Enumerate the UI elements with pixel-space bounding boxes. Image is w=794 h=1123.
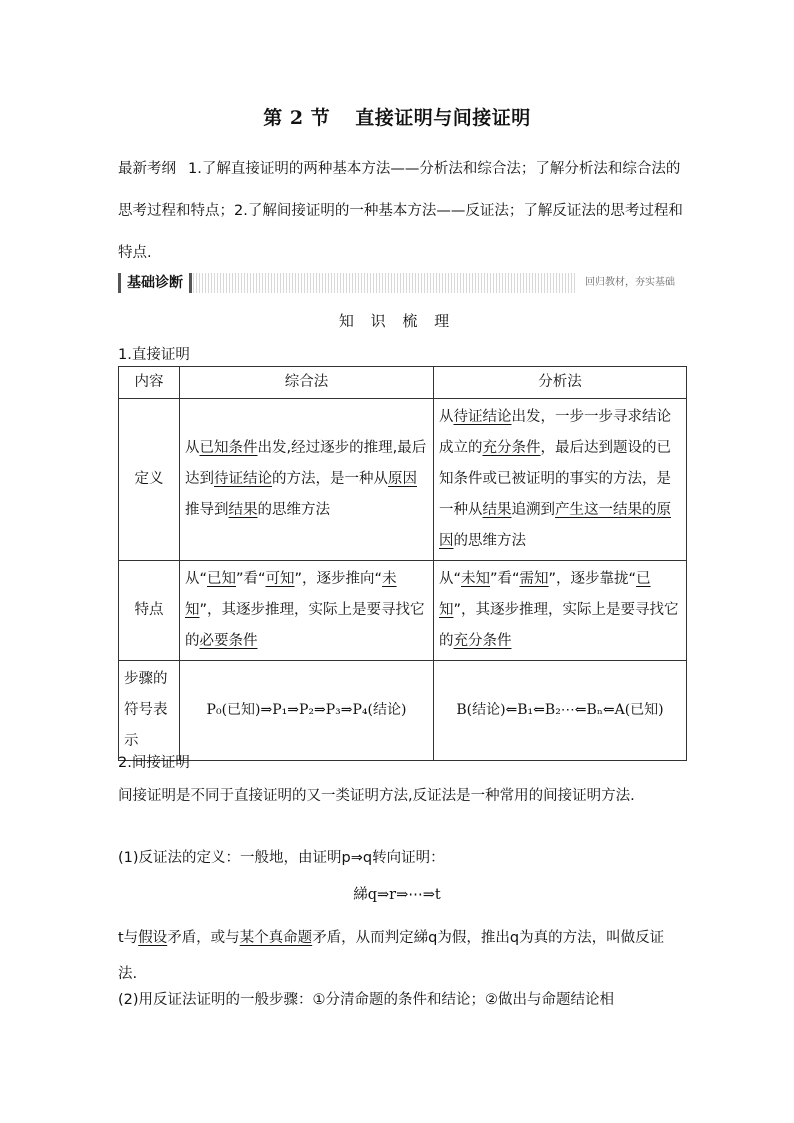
synthesis-definition: 从已知条件出发,经过逐步的推理,最后达到待证结论的方法，是一种从原因推导到结果的思维方法 bbox=[180, 399, 434, 561]
contradiction-formula: 綈q⇒r⇒⋯⇒t bbox=[353, 887, 441, 903]
contradiction-steps: (2)用反证法证明的一般步骤：①分清命题的条件和结论；②做出与命题结论相 bbox=[118, 992, 615, 1008]
section-title: 直接证明与间接证明 bbox=[355, 107, 531, 129]
table-row bbox=[119, 661, 687, 761]
row-category: 定义 bbox=[119, 399, 180, 561]
row-category: 步骤的符号表示 bbox=[119, 661, 180, 761]
page-title bbox=[0, 103, 794, 130]
table-row bbox=[119, 561, 687, 661]
syllabus-text: 1.了解直接证明的两种基本方法——分析法和综合法；了解分析法和综合法的思考过程和特点；2.了解间接证明的一种基本方法——反证法；了解反证法的思考过程和特点. bbox=[118, 161, 683, 261]
direct-proof-heading: 1.直接证明 bbox=[118, 347, 190, 363]
analysis-definition: 从待证结论出发，一步一步寻求结论成立的充分条件，最后达到题设的已知条件或已被证明的事实的方法，是一种从结果追溯到产生这一结果的原因的思维方法 bbox=[434, 399, 687, 561]
section-banner bbox=[118, 273, 683, 293]
indirect-intro: 间接证明是不同于直接证明的又一类证明方法,反证法是一种常用的间接证明方法. bbox=[118, 788, 635, 804]
analysis-symbol: B(结论)⇐B₁⇐B₂⋯⇐Bₙ⇐A(已知) bbox=[434, 661, 687, 761]
synthesis-symbol: P₀(已知)⇒P₁⇒P₂⇒P₃⇒P₄(结论) bbox=[180, 661, 434, 761]
syllabus-label: 最新考纲 bbox=[118, 161, 176, 177]
contradiction-definition-label: (1)反证法的定义：一般地，由证明p⇒q转向证明： bbox=[118, 850, 445, 866]
table-header-row bbox=[119, 367, 687, 399]
section-number: 第 2 节 bbox=[263, 107, 331, 129]
banner-title: 基础诊断 bbox=[118, 273, 192, 293]
row-category: 特点 bbox=[119, 561, 180, 661]
header-content: 内容 bbox=[119, 367, 180, 399]
analysis-features: 从“未知”看“需知”，逐步靠拢“已知”，其逐步推理，实际上是要寻找它的充分条件 bbox=[434, 561, 687, 661]
comparison-table bbox=[118, 366, 687, 761]
indirect-proof-heading: 2.间接证明 bbox=[118, 755, 190, 771]
synthesis-features: 从“已知”看“可知”，逐步推向“未知”，其逐步推理，实际上是要寻找它的必要条件 bbox=[180, 561, 434, 661]
banner-subtitle: 回归教材，夯实基础 bbox=[577, 273, 683, 293]
contradiction-definition-body: t与假设矛盾，或与某个真命题矛盾，从而判定綈q为假，推出q为真的方法，叫做反证法. bbox=[118, 930, 665, 982]
knowledge-heading: 知 识 梳 理 bbox=[338, 312, 456, 330]
table-row bbox=[119, 399, 687, 561]
header-analysis: 分析法 bbox=[434, 367, 687, 399]
syllabus-paragraph bbox=[118, 148, 683, 274]
header-synthesis: 综合法 bbox=[180, 367, 434, 399]
